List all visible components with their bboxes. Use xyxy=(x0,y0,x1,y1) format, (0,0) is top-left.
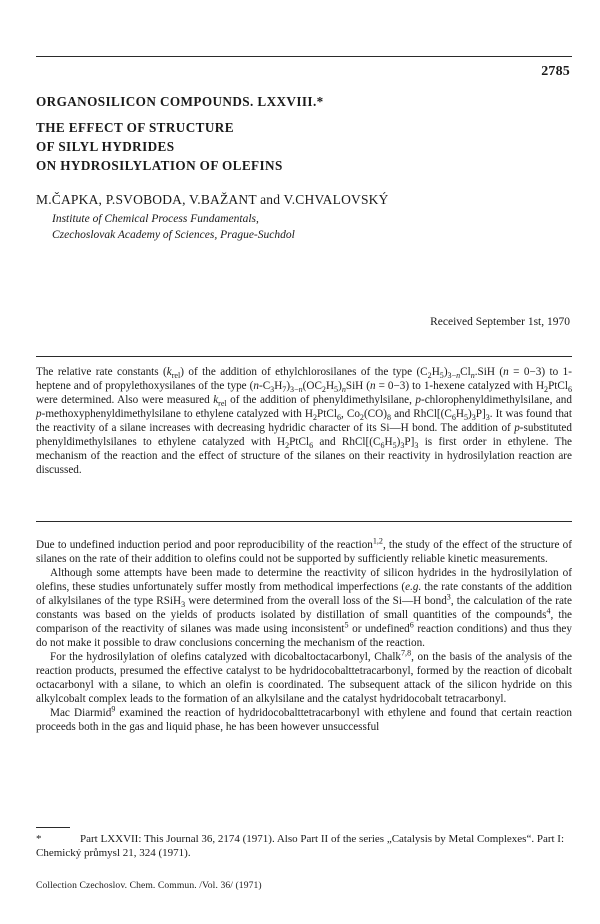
footnote-rule xyxy=(36,827,70,828)
journal-citation: Collection Czechoslov. Chem. Commun. /Vol. 36/ (1971) xyxy=(36,880,262,891)
abstract: The relative rate constants $(k_{rel})$ of the addition of ethylchlorosilanes of the type $(C_2H_5)_{3-n}Cl_n.SiH$ (n = 0−3) to 1-heptene and of propylethoxysilanes of the type $(n-C_3H_7)_{3-n}(OC_2H_5)_nSiH$ (n = 0−3) to 1-hexene catalyzed with $H_2PtCl_6$ were determined. Also were measured $k_{rel}$ of the addition of phenyldimethylsilane, p-chlorophenyldimethylsilane, and p-methoxyphenyldimethylsilane to ethylene catalyzed with $H_2PtCl_6$, $Co_2(CO)_8$ and $RhCl[(C_6H_5)_3P]_3$. It was found that the reactivity of a silane increases with decreasing hydridic character of its Si—H bond. The addition of p-substituted phenyldimethylsilanes to ethylene catalyzed with $H_2PtCl_6$ and $RhCl[(C_6H_5)_3P]_3$ is first order in ethylene. The mechanism of the reaction and the effect of structure of the silanes on their reactivity in hydrosilylation reaction are discussed. xyxy=(36,366,573,476)
paragraph: Although some attempts have been made to determine the reactivity of silicon hydrides in the hydrosilylation of olefins, these studies unfortunately suffer mostly from methodical imperfections (e.g. the rate constants of the addition of alkylsilanes of the type RSiH$_3$ were determined from the overall loss of the Si—H bond$^3$, the calculation of the rate constants was based on the yields of products isolated by distillation of small quantities of the compounds$^4$, the comparison of the reactivity of silanes was made using inconsistent$^5$ or undefined$^6$ reaction conditions) and thus they do not make it possible to draw conclusions concerning the mechanism of the reaction. xyxy=(36,567,572,649)
affiliation-line: Institute of Chemical Process Fundamentals, xyxy=(52,213,259,225)
series-title: ORGANOSILICON COMPOUNDS. LXXVIII.* xyxy=(36,94,324,109)
page-number: 2785 xyxy=(541,64,570,79)
authors: M.ČAPKA, P.SVOBODA, V.BAŽANT and V.CHVALOVSKÝ xyxy=(36,192,389,207)
affiliation xyxy=(52,211,295,243)
footnote-mark: * xyxy=(36,833,42,845)
header-rule xyxy=(36,56,572,57)
title-line: THE EFFECT OF STRUCTURE xyxy=(36,120,234,135)
received-date: Received September 1st, 1970 xyxy=(430,316,570,328)
paragraph: Mac Diarmid$^9$ examined the reaction of hydridocobalttetracarbonyl with ethylene and found that certain reaction proceeds both in the gas and liquid phase, he has been however unsuccessful xyxy=(36,704,572,733)
body-text xyxy=(36,538,572,734)
abstract-rule-top xyxy=(36,356,572,357)
affiliation-line: Czechoslovak Academy of Sciences, Prague-Suchdol xyxy=(52,229,295,241)
title-line: OF SILYL HYDRIDES xyxy=(36,139,175,154)
title-line: ON HYDROSILYLATION OF OLEFINS xyxy=(36,158,283,173)
footnote-text: Part LXXVII: This Journal 36, 2174 (1971). Also Part II of the series „Catalysis by Metal Complexes“. Part I: Chemický průmysl 21, 324 (1971). xyxy=(36,833,565,859)
abstract-rule-bottom xyxy=(36,521,572,522)
footnote xyxy=(36,833,572,860)
paragraph: Due to undefined induction period and poor reproducibility of the reaction$^{1,2}$, the study of the effect of the structure of silanes on the rate of their addition to olefins could not be supported by sufficiently reliable kinetic measurements. xyxy=(36,536,572,565)
article-title xyxy=(36,118,283,175)
paragraph: For the hydrosilylation of olefins catalyzed with dicobaltoctacarbonyl, Chalk$^{7,8}$, on the basis of the analysis of the reaction products, presumed the effective catalyst to be hydridocobalttetracarbonyl, formed by the reaction of dicobalt octacarbonyl with a silane, to which an olefin is coordinated. The subsequent attack of the silicon hydride on this alkylcobalt complex leads to the formation of an alkylsilane and the catalyst hydridocobalt tetracarbonyl. xyxy=(36,648,572,705)
